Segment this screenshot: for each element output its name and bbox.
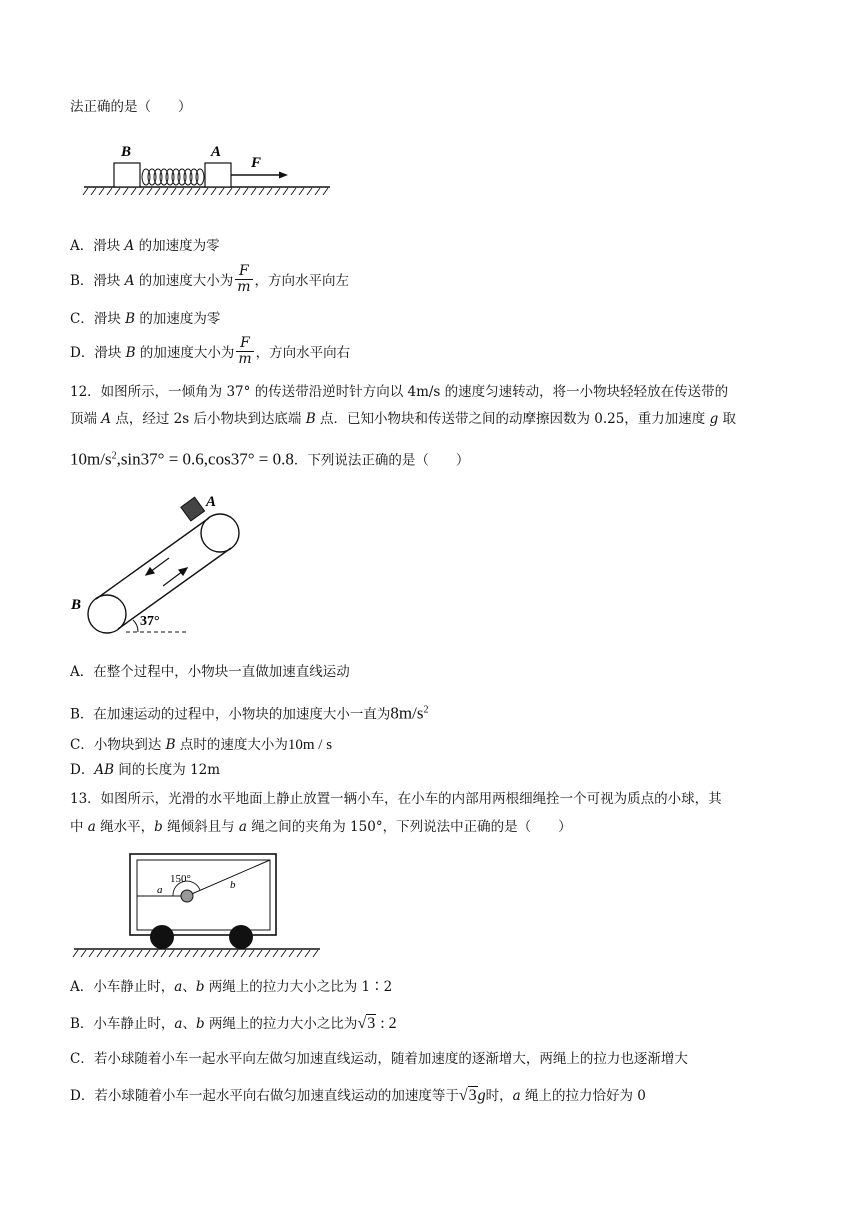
q11-figure bbox=[80, 140, 340, 200]
q13-option-c: C．若小球随着小车一起水平向左做匀加速直线运动，随着加速度的逐渐增大，两绳上的拉力也逐渐增大 bbox=[70, 1051, 688, 1067]
fig-label-b: B bbox=[121, 144, 132, 160]
belt-upper bbox=[96, 518, 209, 599]
fig-label-a: A bbox=[211, 144, 222, 160]
belt-lower bbox=[118, 548, 231, 629]
fig-label-b: b bbox=[230, 879, 236, 891]
q12-stem-line1: 12．如图所示，一倾角为 37° 的传送带沿逆时针方向以 4m/s 的速度匀速转动，将一小物块轻轻放在传送带的 bbox=[70, 384, 729, 400]
q12-option-c: C．小物块到达 B 点时的速度大小为10m / s bbox=[70, 737, 333, 753]
ball bbox=[181, 890, 193, 902]
q11-option-c: C．滑块 B 的加速度为零 bbox=[70, 311, 221, 327]
sqrt-3: √3 bbox=[458, 1087, 477, 1104]
fig-label-a: a bbox=[157, 884, 163, 896]
q13-option-a: A．小车静止时，a、b 两绳上的拉力大小之比为 1∶2 bbox=[70, 979, 393, 995]
fraction-f-over-m: $\frac{F}{m}$ bbox=[237, 263, 251, 295]
q12-option-a: A．在整个过程中，小物块一直做加速直线运动 bbox=[70, 664, 350, 680]
belt-arrows bbox=[146, 558, 187, 586]
q12-option-d: D．AB 间的长度为 12m bbox=[70, 762, 221, 778]
spring bbox=[142, 169, 204, 185]
q13-option-b: B．小车静止时，a、b 两绳上的拉力大小之比为√3 : 2 bbox=[70, 1015, 397, 1032]
q13-stem-line2: 中 a 绳水平，b 绳倾斜且与 a 绳之间的夹角为 150°，下列说法中正确的是（ ） bbox=[70, 819, 572, 835]
q11-option-a: A．滑块 A 的加速度为零 bbox=[70, 238, 220, 254]
fig-angle: 150° bbox=[170, 873, 191, 885]
q12-stem-line3: $10m/s^2,\sin 37^\circ = 0.6,\cos 37^\circ = 0.8$．下列说法正确的是（ ） bbox=[70, 449, 470, 469]
wheel-left bbox=[150, 925, 174, 949]
q13-stem-line1: 13．如图所示，光滑的水平地面上静止放置一辆小车，在小车的内部用两根细绳拴一个可视为质点的小球，其 bbox=[70, 791, 722, 807]
block-b bbox=[114, 163, 140, 187]
q11-option-b: B．滑块 A 的加速度大小为 $\frac{F}{m}$ ，方向水平向左 bbox=[70, 263, 350, 295]
q12-option-b: B．在加速运动的过程中，小物块的加速度大小一直为$8m/s^2$ bbox=[70, 703, 429, 723]
q11-stem-end: 法正确的是（ ） bbox=[70, 99, 192, 115]
q12-figure bbox=[66, 492, 256, 640]
q11-option-d: D．滑块 B 的加速度大小为 $\frac{F}{m}$ ，方向水平向右 bbox=[70, 335, 351, 367]
fraction-f-over-m: $\frac{F}{m}$ bbox=[238, 335, 252, 367]
sqrt-3: √3 bbox=[357, 1015, 376, 1032]
fig-angle: 37° bbox=[140, 614, 160, 629]
q13-figure bbox=[70, 850, 325, 960]
block bbox=[181, 497, 205, 521]
fig-label-b: B bbox=[71, 597, 82, 613]
fig-label-a: A bbox=[206, 494, 217, 510]
q13-option-d: D．若小球随着小车一起水平向右做匀加速直线运动的加速度等于√3g时，a 绳上的拉力恰好为 0 bbox=[70, 1087, 646, 1104]
block-a bbox=[205, 163, 231, 187]
q12-stem-line2: 顶端 A 点，经过 2s 后小物块到达底端 B 点．已知小物块和传送带之间的动摩擦因数为 0.25，重力加速度 g 取 bbox=[70, 411, 737, 427]
angle-arc bbox=[133, 620, 138, 632]
wheel-right bbox=[229, 925, 253, 949]
fig-label-f: F bbox=[251, 155, 262, 171]
